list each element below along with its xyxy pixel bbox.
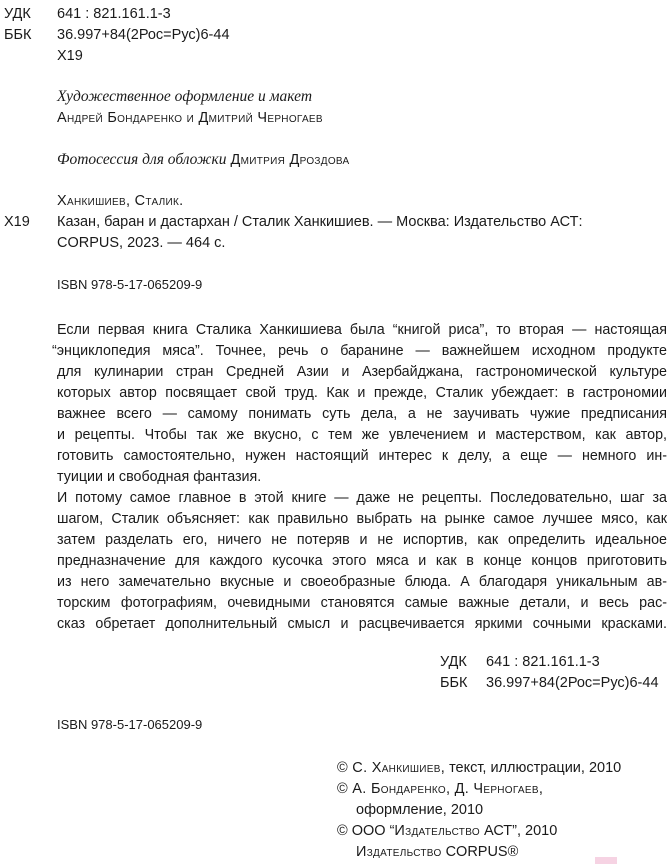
annotation-line: торским фотографиям, очевидными становятся самые важные детали, и весь рас-	[57, 595, 667, 611]
copyright-author-name: © С. Ханкишиев,	[337, 760, 446, 776]
photo-credit-label: Фотосессия для обложки	[57, 151, 227, 168]
design-credit-label: Художественное оформление и макет	[57, 88, 313, 105]
bbk-label-bottom: ББК	[440, 675, 468, 691]
udk-label-bottom: УДК	[440, 654, 467, 670]
isbn-bottom: ISBN 978-5-17-065209-9	[57, 717, 203, 732]
bib-mark: Х19	[4, 214, 30, 230]
udk-value-bottom: 641 : 821.161.1-3	[486, 654, 600, 670]
design-credit-names: Андрей Бондаренко и Дмитрий Черногаев	[57, 110, 323, 126]
annotation-line: из него замечательно вкусные и своеобразные блюда. А благодаря уникальным ав-	[57, 574, 667, 590]
annotation-line: туиции и свободная фантазия.	[57, 469, 262, 485]
copyright-author	[337, 758, 621, 778]
bbk-value: 36.997+84(2Рос=Рус)6-44	[57, 27, 230, 43]
copyright-imprint-b: CORPUS®	[445, 844, 519, 860]
bib-title-line2: CORPUS, 2023. — 464 с.	[57, 235, 226, 251]
isbn-top: ISBN 978-5-17-065209-9	[57, 277, 203, 292]
copyright-imprint	[356, 842, 518, 862]
annotation-line: предназначение для каждого кусочка этого мяса и как в конце концов приготовить	[57, 553, 667, 569]
copyright-publisher-c: АСТ”, 2010	[483, 823, 558, 839]
bib-title-line1: Казан, баран и дастархан / Сталик Ханкишиев. — Москва: Издательство АСТ:	[57, 214, 583, 230]
annotation	[52, 320, 667, 635]
annotation-line: шагом, Сталик объясняет: как правильно выбрать на рынке самое лучшее мясо, как	[57, 511, 667, 527]
copyright-publisher-a: © ООО “	[337, 823, 395, 839]
photo-credit-name: Дмитрия Дроздова	[230, 152, 350, 168]
bib-author: Ханкишиев, Сталик.	[57, 193, 184, 209]
annotation-line: Если первая книга Сталика Ханкишиева была “книгой риса”, то вторая — настоящая	[57, 322, 667, 338]
annotation-line: важнее всего — самому понимать суть дела, а не заучивать чужие предписания	[57, 406, 667, 422]
annotation-line: “энциклопедия мяса”. Точнее, речь о баранине — важнейшем исходном продукте	[52, 343, 667, 359]
udk-value: 641 : 821.161.1-3	[57, 6, 171, 22]
udk-label: УДК	[4, 6, 31, 22]
annotation-line: И потому самое главное в этой книге — даже не рецепты. Последовательно, шаг за	[57, 490, 667, 506]
copyright-author-rest: текст, иллюстрации, 2010	[449, 760, 622, 776]
copyright-publisher	[337, 821, 557, 841]
copyright-designers: © А. Бондаренко, Д. Черногаев,	[337, 781, 544, 797]
bbk-label: ББК	[4, 27, 32, 43]
annotation-line: и рецепты. Чтобы так же вкусно, с тем же увлечением и мастерством, как автор,	[57, 427, 667, 443]
copyright-designers-role: оформление, 2010	[356, 802, 484, 818]
annotation-line: для кулинарии стран Средней Азии и Азербайджана, гастрономической культуре	[57, 364, 667, 380]
annotation-line: готовить самостоятельно, нужен настоящий интерес к делу, а еще — немного ин-	[57, 448, 667, 464]
annotation-line: затем разделать его, ничего не потеряв и не испортив, как определить идеальное	[57, 532, 667, 548]
copyright-publisher-b: Издательство	[394, 823, 480, 839]
author-mark: Х19	[57, 48, 83, 64]
bbk-value-bottom: 36.997+84(2Рос=Рус)6-44	[486, 675, 659, 691]
copyright-imprint-a: Издательство	[356, 844, 442, 860]
scan-artifact	[595, 857, 617, 864]
annotation-line: сказ обретает дополнительный смысл и расцвечивается яркими сочными красками.	[57, 616, 667, 632]
photo-credit	[57, 150, 350, 170]
annotation-line: которых автор посвящает свой труд. Как и прежде, Сталик убеждает: в гастрономии	[57, 385, 667, 401]
